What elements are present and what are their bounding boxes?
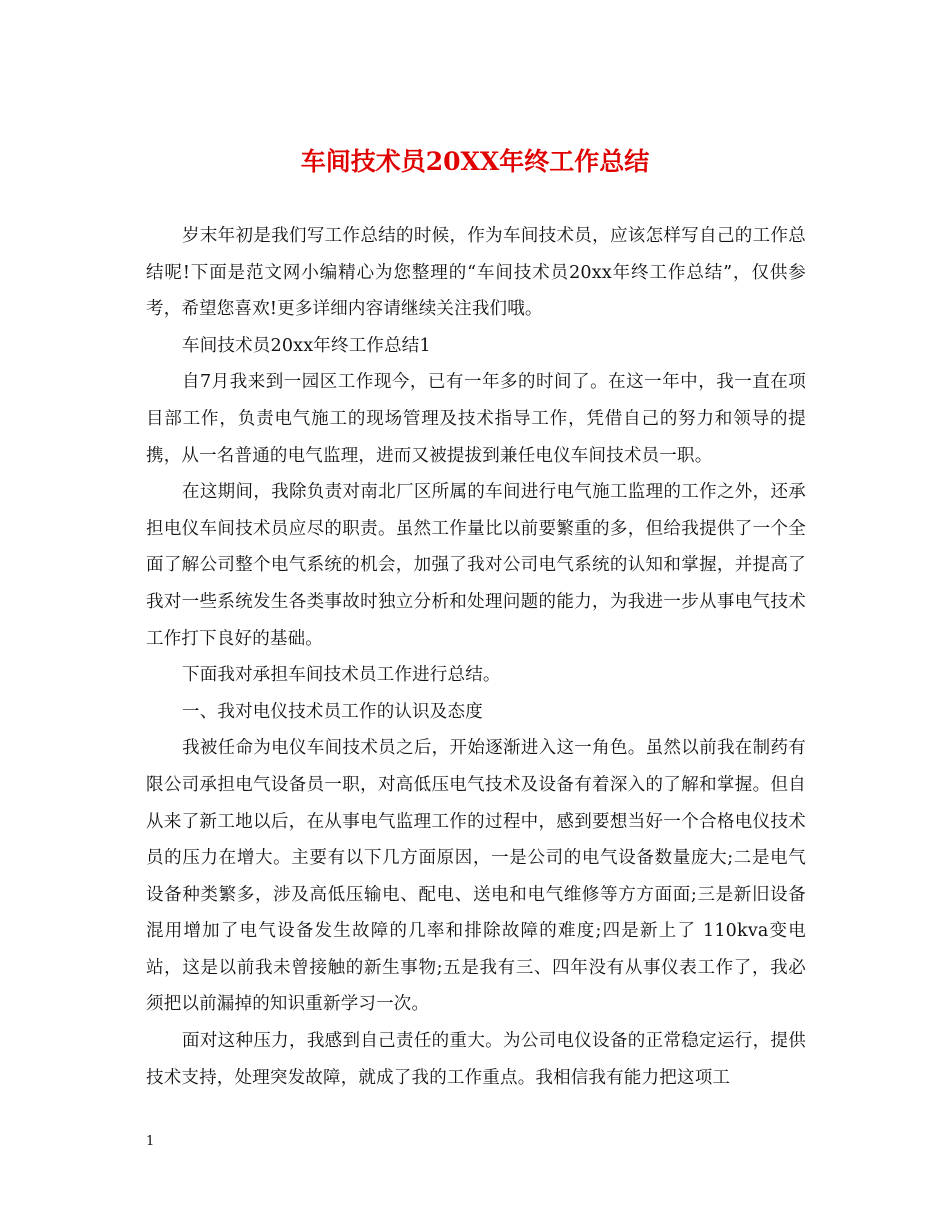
section-heading-summary-1: 车间技术员20xx年终工作总结1 [182, 335, 431, 356]
body-paragraph: 下面我对承担车间技术员工作进行总结。 [182, 665, 501, 686]
body-paragraph: 面对这种压力，我感到自己责任的重大。为公司电仪设备的正常稳定运行，提供技术支持，处理突发故障，就成了我的工作重点。我相信我有能力把这项工 [146, 1031, 806, 1088]
document-title: 车间技术员20XX年终工作总结 [300, 147, 650, 176]
intro-paragraph: 岁末年初是我们写工作总结的时候，作为车间技术员，应该怎样写自己的工作总结呢!下面是范文网小编精心为您整理的“车间技术员20xx年终工作总结”，仅供参考，希望您喜欢!更多详细内容请继续关注我们哦。 [146, 226, 806, 320]
page-number: 1 [146, 1134, 155, 1149]
body-paragraph: 在这期间，我除负责对南北厂区所属的车间进行电气施工监理的工作之外，还承担电仪车间技术员应尽的职责。虽然工作量比以前要繁重的多，但给我提供了一个全面了解公司整个电气系统的机会，加强了我对公司电气系统的认知和掌握，并提高了我对一些系统发生各类事故时独立分析和处理问题的能力，为我进一步从事电气技术工作打下良好的基础。 [146, 482, 806, 649]
body-paragraph: 自7月我来到一园区工作现今，已有一年多的时间了。在这一年中，我一直在项目部工作，负责电气施工的现场管理及技术指导工作，凭借自己的努力和领导的提携，从一名普通的电气监理，进而又被提拔到兼任电仪车间技术员一职。 [146, 372, 806, 466]
section-heading-1: 一、我对电仪技术员工作的认识及态度 [182, 701, 483, 722]
document-body [146, 218, 806, 1096]
body-paragraph: 我被任命为电仪车间技术员之后，开始逐渐进入这一角色。虽然以前我在制药有限公司承担电气设备员一职，对高低压电气技术及设备有着深入的了解和掌握。但自从来了新工地以后，在从事电气监理工作的过程中，感到要想当好一个合格电仪技术员的压力在增大。主要有以下几方面原因，一是公司的电气设备数量庞大;二是电气设备种类繁多，涉及高低压输电、配电、送电和电气维修等方方面面;三是新旧设备混用增加了电气设备发生故障的几率和排除故障的难度;四是新上了 110kva变电站，这是以前我未曾接触的新生事物;五是我有三、四年没有从事仪表工作了，我必须把以前漏掉的知识重新学习一次。 [146, 738, 806, 1015]
